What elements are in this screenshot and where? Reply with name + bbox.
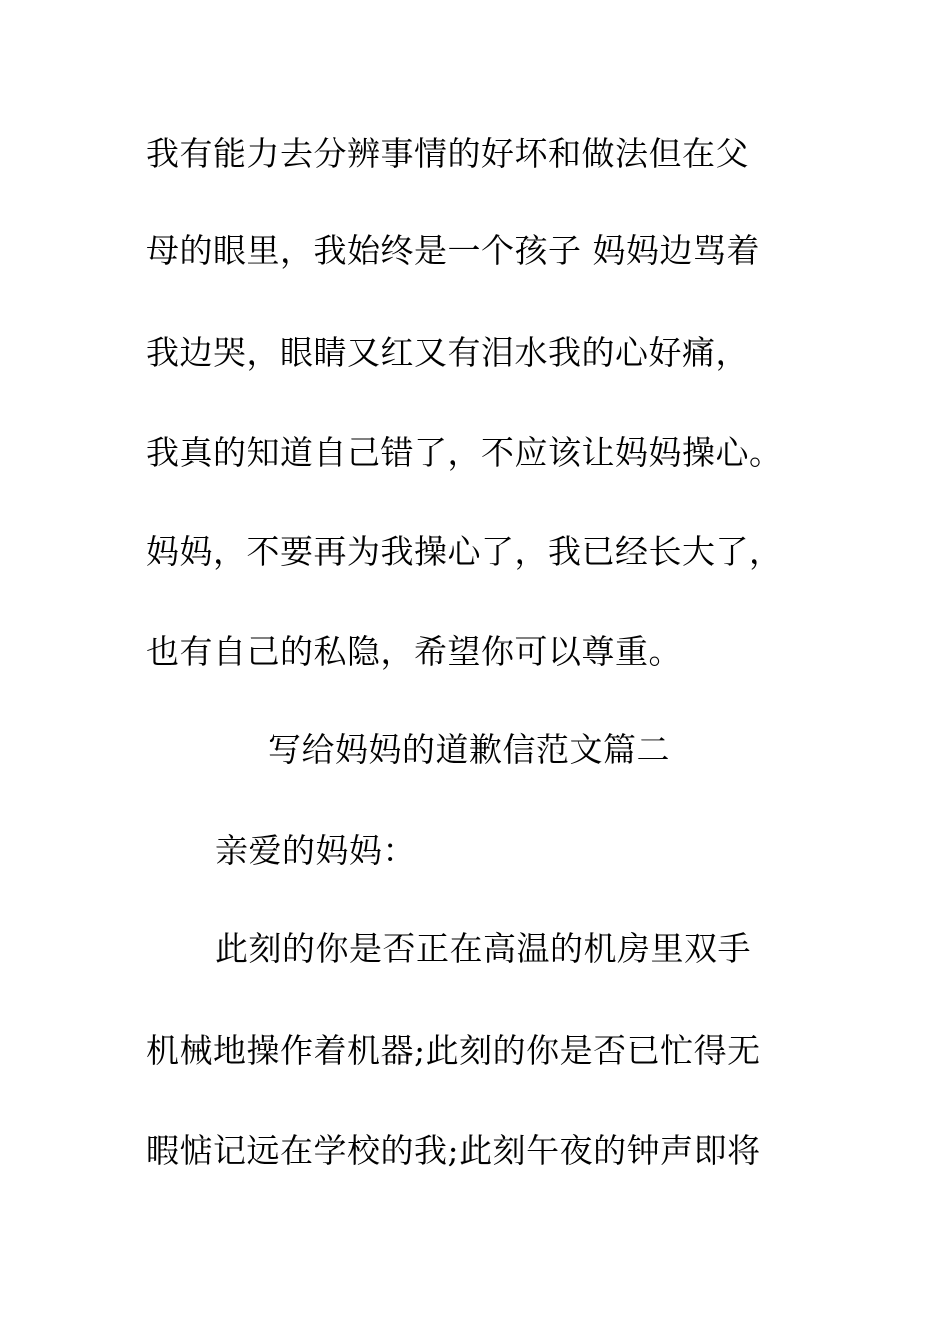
text-line: 妈妈，不要再为我操心了，我已经长大了， [146,532,783,571]
section-title: 写给妈妈的道歉信范文篇二 [268,730,670,769]
text-line: 我真的知道自己错了，不应该让妈妈操心。 [146,433,783,472]
paragraph-line: 暇惦记远在学校的我;此刻午夜的钟声即将 [146,1131,761,1170]
text-line: 也有自己的私隐，希望你可以尊重。 [146,632,682,671]
paragraph-line: 此刻的你是否正在高温的机房里双手 [215,929,751,968]
text-line: 我边哭，眼睛又红又有泪水我的心好痛， [146,333,749,372]
text-line: 母的眼里，我始终是一个孩子 妈妈边骂着 [146,231,760,270]
salutation: 亲爱的妈妈： [215,831,416,870]
paragraph-line: 机械地操作着机器;此刻的你是否已忙得无 [146,1031,761,1070]
text-line: 我有能力去分辨事情的好坏和做法但在父 [146,134,749,173]
